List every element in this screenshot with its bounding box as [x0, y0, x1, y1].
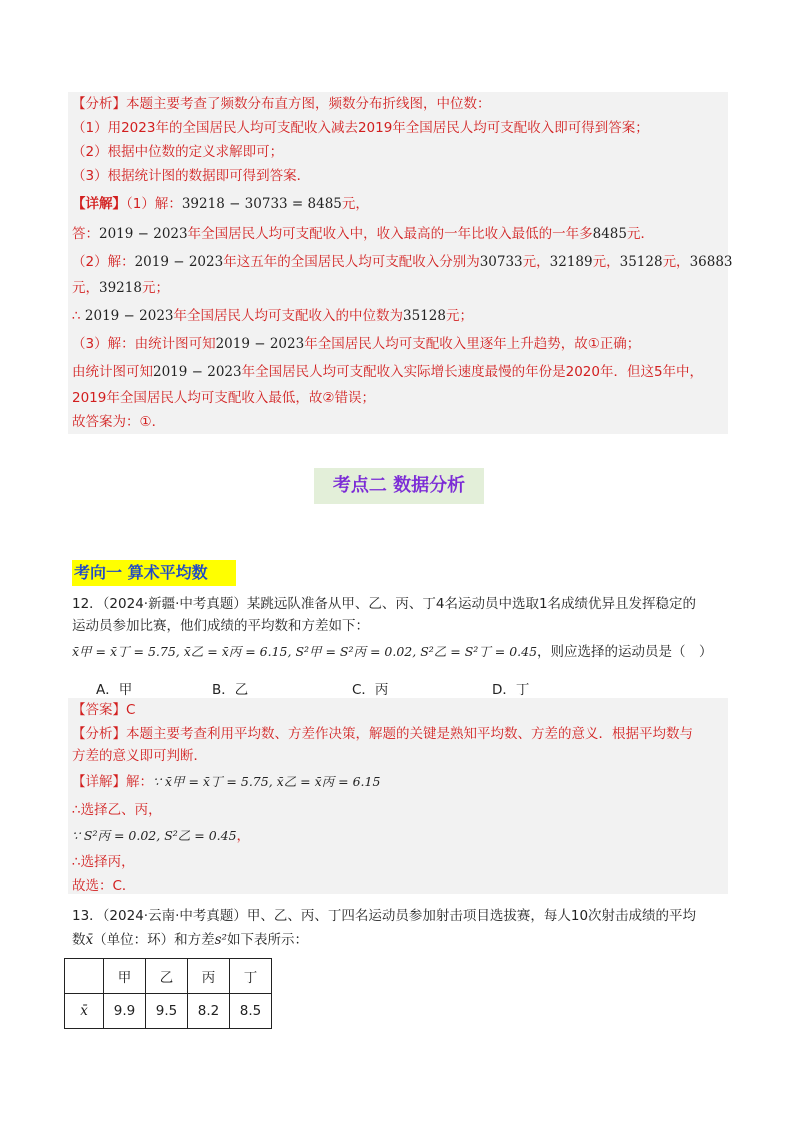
detail-5-value: 35128	[403, 308, 446, 324]
table-header-cell: 丁	[230, 959, 272, 994]
q12-analysis-line-1	[72, 724, 728, 744]
q13-stem-2a: 数	[72, 932, 86, 948]
detail-2-text: 年全国居民人均可支配收入中，收入最高的一年比收入最低的一年多	[187, 226, 593, 242]
detail-3-prefix: （2）解：	[72, 254, 135, 270]
q12-condition-tail: ，则应选择的运动员是（ ）	[537, 644, 713, 660]
table-header-cell: 丙	[188, 959, 230, 994]
analysis-point-3: （3）根据统计图的数据即可得到答案．	[72, 168, 311, 184]
detail-line-8: 2019年全国居民人均可支配收入最低，故②错误；	[72, 390, 375, 406]
table-header-cell: 甲	[104, 959, 146, 994]
detail-line-9: 故答案为：①．	[72, 414, 166, 430]
q12-answer-line	[72, 700, 728, 720]
analysis-text: 本题主要考查了频数分布直方图，频数分布折线图，中位数：	[126, 96, 491, 112]
detail-label: 【详解】	[72, 774, 126, 790]
q12-step-2	[72, 826, 728, 846]
analysis-line	[72, 94, 728, 114]
table-cell: 8.5	[230, 994, 272, 1029]
detail-3-math: 2019 − 2023	[134, 254, 224, 270]
q12-step-1: ∴选择乙、丙，	[72, 802, 162, 818]
q12-step-2-tail: ，	[236, 828, 251, 844]
analysis-label: 【分析】	[72, 96, 126, 112]
table-header-cell: 乙	[146, 959, 188, 994]
q12-condition-line	[72, 642, 728, 662]
detail-7-text: 年全国居民人均可支配收入实际增长速度最慢的年份是2020年．但这5年中，	[241, 364, 704, 380]
q13-s2-symbol: s²	[214, 932, 227, 948]
detail-3-value-1: 30733	[479, 254, 523, 270]
detail-3-value-3: 35128	[619, 254, 663, 270]
detail-line-7	[72, 362, 728, 382]
detail-4-prefix: 元，	[72, 280, 99, 296]
detail-6-math: 2019 − 2023	[215, 336, 305, 352]
analysis-point-2: （2）根据中位数的定义求解即可；	[72, 144, 284, 160]
q13-stem-line-1: 13．（2024·云南·中考真题）甲、乙、丙、丁四名运动员参加射击项目选拔赛，每人10次射击成绩的平均	[72, 908, 697, 924]
q12-analysis-line-2: 方差的意义即可判断．	[72, 748, 207, 764]
detail-line-1	[72, 194, 728, 214]
detail-5-math: 2019 − 2023	[84, 308, 174, 324]
detail-6-text: 年全国居民人均可支配收入里逐年上升趋势，故①正确；	[304, 336, 641, 352]
detail-6-prefix: （3）解：由统计图可知	[72, 336, 216, 352]
answer-value: C	[126, 702, 136, 718]
q13-xbar-symbol: x̄	[85, 932, 94, 948]
detail-line-2	[72, 224, 728, 244]
detail-4-value: 39218	[99, 280, 142, 296]
option-d[interactable]: D．丁	[492, 682, 530, 698]
table-header-cell	[65, 959, 104, 994]
q12-step-3: ∴选择丙，	[72, 854, 135, 870]
q12-analysis-text: 本题主要考查利用平均数、方差作决策，解题的关键是熟知平均数、方差的意义．根据平均数与	[126, 726, 693, 742]
therefore-symbol: ∴	[72, 308, 81, 324]
detail-7-math: 2019 − 2023	[153, 364, 242, 380]
q12-detail-math: ∵ x̄甲 = x̄丁 = 5.75, x̄乙 = x̄丙 = 6.15	[153, 774, 381, 789]
subsection-title: 考向一 算术平均数	[72, 560, 236, 586]
table-header-row	[65, 959, 272, 994]
q13-stem-line-2	[72, 930, 728, 950]
detail-3-text: 年这五年的全国居民人均可支配收入分别为	[223, 254, 480, 270]
answer-label: 【答案】	[72, 702, 126, 718]
detail-5-suffix: 元；	[445, 308, 473, 324]
table-cell: 9.5	[146, 994, 188, 1029]
detail-1-prefix: （1）解：	[126, 196, 182, 212]
detail-label: 【详解】	[72, 196, 126, 212]
detail-line-5	[72, 306, 728, 326]
detail-4-suffix: 元；	[141, 280, 169, 296]
q12-step-4: 故选：C．	[72, 878, 136, 894]
q12-detail-line	[72, 772, 728, 792]
q12-step-2-math: ∵ S²丙 = 0.02, S²乙 = 0.45	[72, 828, 237, 843]
table-row	[65, 994, 272, 1029]
detail-line-3	[72, 252, 733, 272]
analysis-label: 【分析】	[72, 726, 126, 742]
detail-3-unit-3: 元，	[662, 254, 690, 270]
option-b[interactable]: B．乙	[212, 682, 249, 698]
section-title: 考点二 数据分析	[314, 468, 484, 504]
q13-stem-2c: 如下表所示：	[226, 932, 308, 948]
q12-stem-line-1: 12．（2024·新疆·中考真题）某跳远队准备从甲、乙、丙、丁4名运动员中选取1名成绩优异且发挥稳定的	[72, 596, 697, 612]
q12-stem-line-2: 运动员参加比赛，他们成绩的平均数和方差如下：	[72, 618, 369, 634]
detail-2-math: 2019 − 2023	[99, 226, 188, 242]
detail-1-suffix: 元，	[341, 196, 369, 212]
detail-3-value-4: 36883	[689, 254, 733, 270]
detail-line-6	[72, 334, 728, 354]
option-c[interactable]: C．丙	[352, 682, 389, 698]
detail-5-text: 年全国居民人均可支配收入的中位数为	[173, 308, 403, 324]
detail-7-prefix: 由统计图可知	[72, 364, 153, 380]
q12-condition-math: x̄甲 = x̄丁 = 5.75, x̄乙 = x̄丙 = 6.15, S²甲 = S²丙 = 0.02, S²乙 = S²丁 = 0.45	[72, 644, 538, 659]
detail-3-unit-2: 元，	[592, 254, 620, 270]
detail-2-suffix: 元．	[626, 226, 654, 242]
detail-2-prefix: 答：	[72, 226, 99, 242]
detail-line-4	[72, 278, 728, 298]
option-a[interactable]: A．甲	[96, 682, 133, 698]
detail-1-math: 39218 − 30733 = 8485	[181, 196, 342, 212]
table-row-label: x̄	[65, 994, 104, 1029]
analysis-point-1: （1）用2023年的全国居民人均可支配收入减去2019年全国居民人均可支配收入即可得到答案；	[72, 120, 649, 136]
table-cell: 8.2	[188, 994, 230, 1029]
detail-2-value: 8485	[592, 226, 627, 242]
table-cell: 9.9	[104, 994, 146, 1029]
detail-3-value-2: 32189	[549, 254, 593, 270]
detail-3-unit-1: 元，	[522, 254, 550, 270]
q13-stem-2b: （单位：环）和方差	[93, 932, 215, 948]
q12-detail-prefix: 解：	[126, 774, 153, 790]
q13-data-table	[64, 958, 272, 1029]
